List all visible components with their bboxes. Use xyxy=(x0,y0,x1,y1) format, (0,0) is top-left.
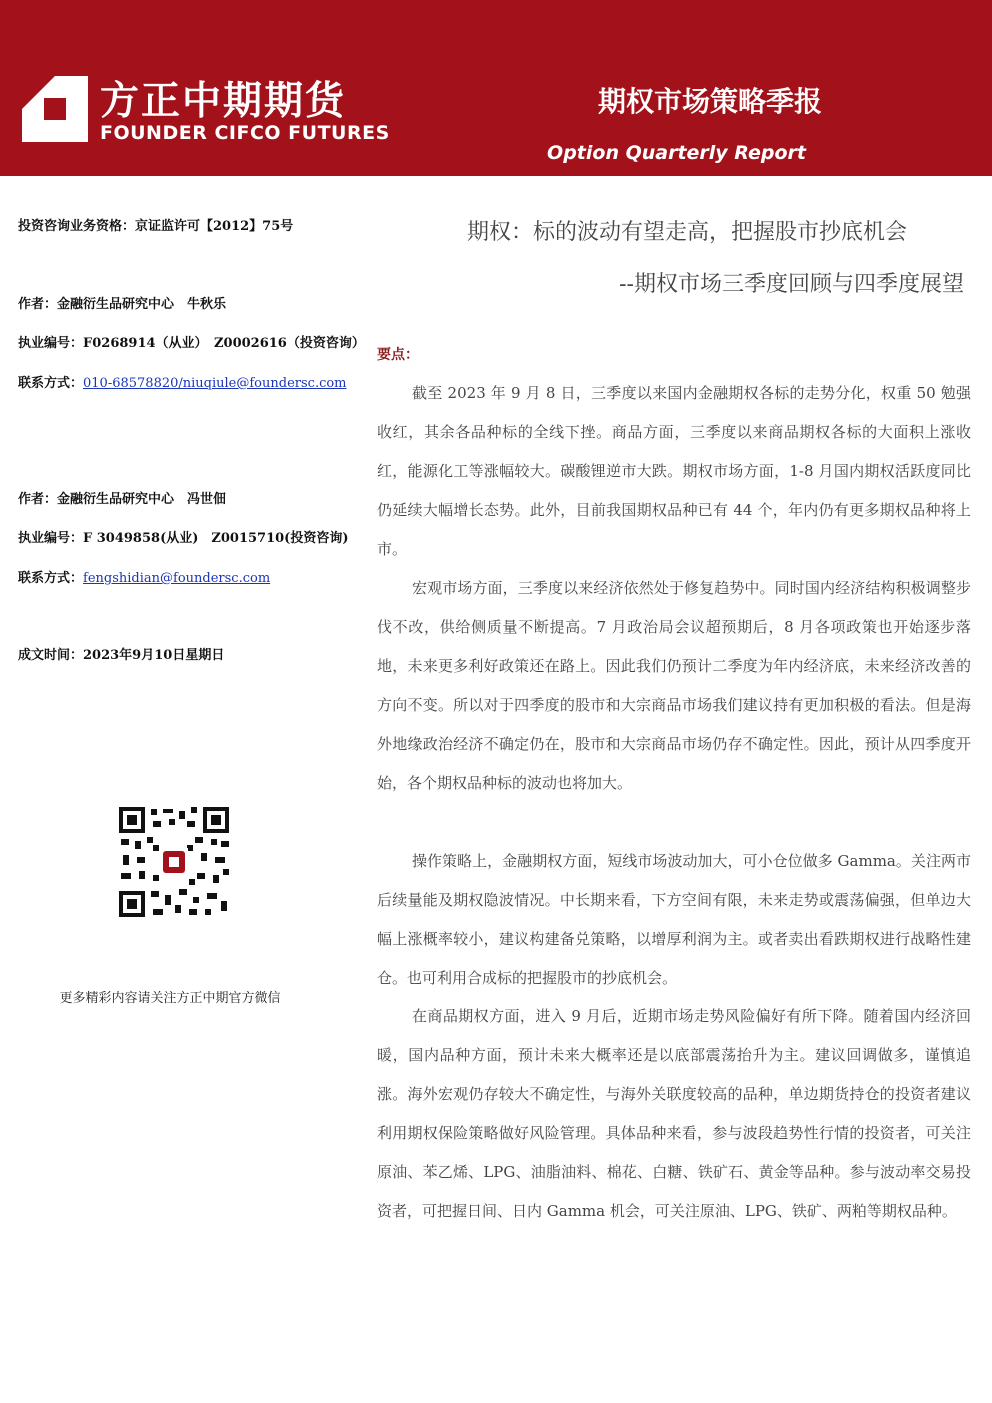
qualification-text: 投资咨询业务资格：京证监许可【2012】75号 xyxy=(18,219,294,234)
contact-label: 联系方式： xyxy=(18,571,84,586)
author2-name: 作者：金融衍生品研究中心 冯世佃 xyxy=(18,492,227,507)
contact-label: 联系方式： xyxy=(18,376,84,391)
founder-logo-icon xyxy=(22,76,88,142)
summary-paragraph-2: 宏观市场方面，三季度以来经济依然处于修复趋势中。同时国内经济结构积极调整步伐不改，供给侧质量不断提高。7 月政治局会议超预期后，8 月各项政策也开始逐步落地，未来更多利好政策还在路上。因此我们仍预计二季度为年内经济底，未来经济改善的方向不变。所以对于四季度的股市和大宗商品市场我们建议持有更加积极的看法。但是海外地缘政治经济不确定仍在，股市和大宗商品市场仍存不确定性。因此，预计从四季度开始，各个期权品种标的波动也将加大。 xyxy=(377,579,971,792)
brand-name-en: FOUNDER CIFCO FUTURES xyxy=(100,122,390,144)
author1-name: 作者：金融衍生品研究中心 牛秋乐 xyxy=(18,297,227,312)
author2-contact-row xyxy=(18,567,270,586)
author1-contact-row xyxy=(18,372,347,391)
key-points-label: 要点： xyxy=(377,347,419,363)
qr-caption: 更多精彩内容请关注方正中期官方微信 xyxy=(59,991,281,1006)
author2-license: 执业编号：F 3049858(从业) Z0015710(投资咨询) xyxy=(18,531,349,546)
report-type-title-cn: 期权市场策略季报 xyxy=(597,85,822,118)
author1-contact-link[interactable]: 010-68578820/niuqiule@foundersc.com xyxy=(83,376,347,391)
author1-license: 执业编号：F0268914（从业） Z0002616（投资咨询） xyxy=(18,336,365,351)
summary-paragraph-4: 在商品期权方面，进入 9 月后，近期市场走势风险偏好有所下降。随着国内经济回暖，国内品种方面，预计未来大概率还是以底部震荡抬升为主。建议回调做多，谨慎追涨。海外宏观仍存较大不确定性，与海外关联度较高的品种，单边期货持仓的投资者建议利用期权保险策略做好风险管理。具体品种来看，参与波段趋势性行情的投资者，可关注原油、苯乙烯、LPG、油脂油料、棉花、白糖、铁矿石、黄金等品种。参与波动率交易投资者，可把握日间、日内 Gamma 机会，可关注原油、LPG、铁矿、两粕等期权品种。 xyxy=(377,1007,971,1220)
summary-paragraph-3: 操作策略上，金融期权方面，短线市场波动加大，可小仓位做多 Gamma。关注两市后续量能及期权隐波情况。中长期来看，下方空间有限，未来走势或震荡偏强，但单边大幅上涨概率较小，建议构建备兑策略，以增厚利润为主。或者卖出看跌期权进行战略性建仓。也可利用合成标的把握股市的抄底机会。 xyxy=(377,852,971,987)
wechat-qr-code-icon[interactable] xyxy=(117,805,231,919)
report-subtitle: --期权市场三季度回顾与四季度展望 xyxy=(619,272,964,297)
brand-name-cn: 方正中期期货 xyxy=(100,79,347,124)
report-title: 期权：标的波动有望走高，把握股市抄底机会 xyxy=(466,220,907,245)
report-header xyxy=(0,0,992,176)
author2-contact-link[interactable]: fengshidian@foundersc.com xyxy=(83,571,271,586)
report-type-title-en: Option Quarterly Report xyxy=(547,142,806,164)
summary-paragraph-1: 截至 2023 年 9 月 8 日，三季度以来国内金融期权各标的走势分化，权重 50 勉强收红，其余各品种标的全线下挫。商品方面，三季度以来商品期权各标的大面积上涨收红，能源化工等涨幅较大。碳酸锂逆市大跌。期权市场方面，1-8 月国内期权活跃度同比仍延续大幅增长态势。此外，目前我国期权品种已有 44 个，年内仍有更多期权品种将上市。 xyxy=(377,384,971,558)
writing-date: 成文时间：2023年9月10日星期日 xyxy=(18,648,225,663)
